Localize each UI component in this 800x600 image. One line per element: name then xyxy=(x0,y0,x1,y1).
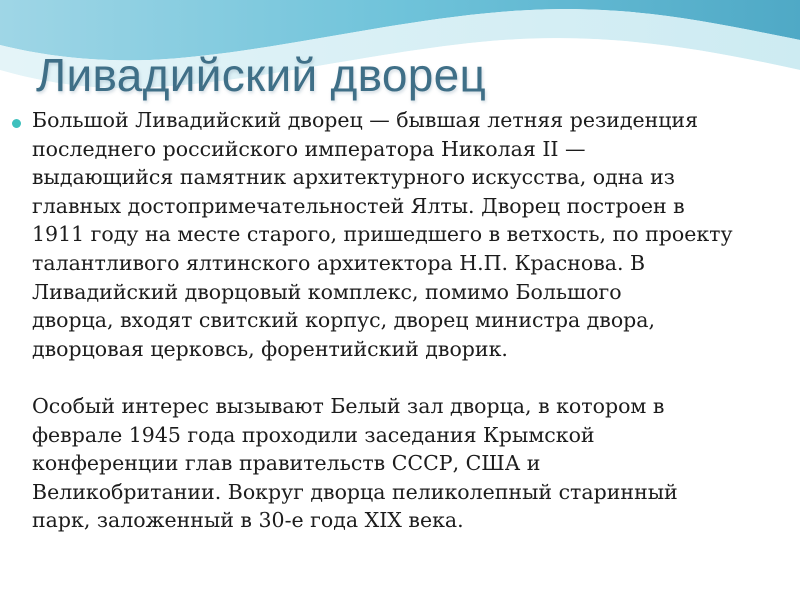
slide-title: Ливадийский дворец xyxy=(36,49,487,101)
paragraph-white-hall: Особый интерес вызывают Белый зал дворца, в котором в феврале 1945 года проходили заседания Крымской конференции глав правительств СССР, США и Великобритании. Вокруг дворца пеликолепный старинный парк, заложенный в 30-е года XIX века. xyxy=(32,393,678,533)
paragraph-history: Большой Ливадийский дворец — бывшая летняя резиденция последнего российского императора Николая II — выдающийся памятник архитектурного искусства, одна из главных достопримечательностей Ялты. Дворец построен в 1911 году на месте старого, пришедшего в ветхость, по проекту талантливого ялтинского архитектора Н.П. Краснова. В Ливадийский дворцовый комплекс, помимо Большого дворца, входят свитский корпус, дворец министра двора, дворцовая церковсь, форентийский дворик. xyxy=(32,108,733,361)
bullet-dot-icon xyxy=(12,119,21,128)
slide-body xyxy=(0,106,800,535)
bullet-item xyxy=(0,106,800,535)
